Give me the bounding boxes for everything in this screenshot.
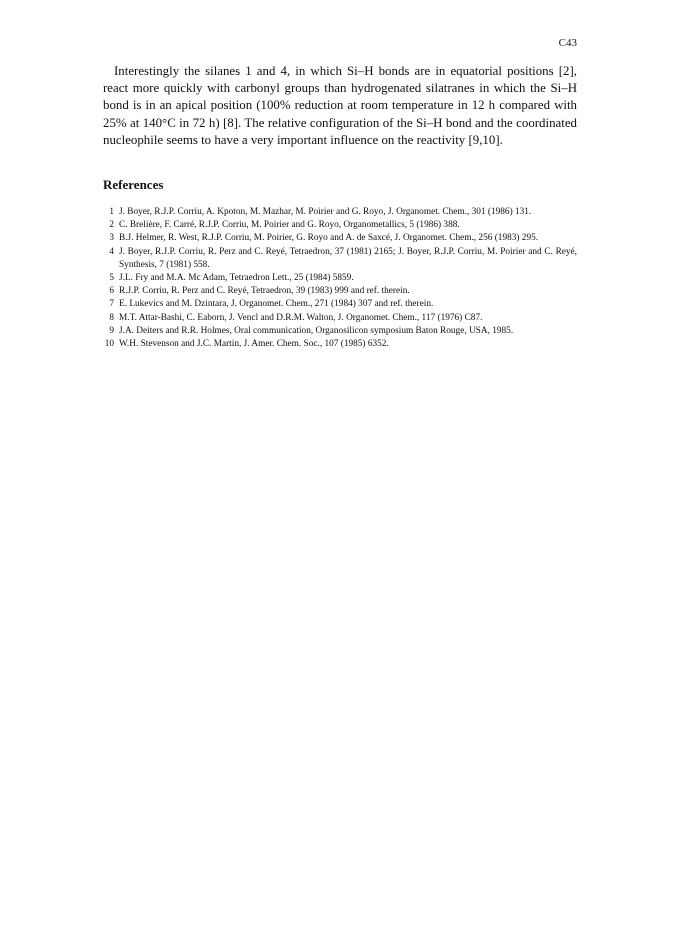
reference-text: W.H. Stevenson and J.C. Martin, J. Amer. Chem. Soc., 107 (1985) 6352.	[119, 339, 389, 350]
reference-number: 2	[109, 220, 114, 231]
references-heading: References	[103, 177, 164, 192]
reference-number: 6	[109, 286, 114, 297]
reference-item	[103, 312, 577, 325]
reference-number: 3	[109, 233, 114, 244]
reference-item	[103, 272, 577, 285]
reference-text: J.A. Deiters and R.R. Holmes, Oral communication, Organosilicon symposium Baton Rouge, USA, 1985.	[119, 325, 514, 336]
reference-text: J. Boyer, R.J.P. Corriu, A. Kpoton, M. Mazhar, M. Poirier and G. Royo, J. Organomet. Chem., 301 (1986) 131.	[119, 207, 532, 217]
reference-text: J.L. Fry and M.A. Mc Adam, Tetraedron Lett., 25 (1984) 5859.	[119, 273, 354, 284]
reference-number: 7	[109, 299, 114, 310]
reference-item	[103, 246, 577, 272]
reference-number: 5	[109, 273, 114, 284]
page-number: C43	[558, 37, 577, 49]
reference-number: 9	[109, 325, 114, 336]
reference-text: C. Brelière, F. Carré, R.J.P. Corriu, M. Poirier and G. Royo, Organometallics, 5 (1986) 388.	[119, 220, 460, 231]
reference-item	[103, 206, 577, 219]
reference-item	[103, 232, 577, 245]
reference-text: E. Lukevics and M. Dzintara, J. Organomet. Chem., 271 (1984) 307 and ref. therein.	[119, 299, 434, 310]
reference-number: 4	[109, 246, 114, 257]
reference-number: 1	[109, 207, 114, 217]
reference-text: R.J.P. Corriu, R. Perz and C. Reyé, Tetraedron, 39 (1983) 999 and ref. therein.	[119, 286, 410, 297]
body-paragraph: Interestingly the silanes 1 and 4, in which Si–H bonds are in equatorial positions [2], react more quickly with carbonyl groups than hydrogenated silatranes in which the Si–H bond is in an apical position (100% reduction at room temperature in 12 h compared with 25% at 140°C in 72 h) [8]. The relative configuration of the Si–H bond and the coordinated nucleophile seems to have a very important influence on the reactivity [9,10].	[103, 64, 577, 147]
reference-item	[103, 219, 577, 232]
reference-text: B.J. Helmer, R. West, R.J.P. Corriu, M. Poirier, G. Royo and A. de Saxcé, J. Organomet. Chem., 256 (1983) 295.	[119, 233, 539, 244]
reference-number: 10	[104, 339, 114, 350]
reference-number: 8	[109, 312, 114, 323]
reference-item	[103, 298, 577, 311]
references-list	[103, 206, 577, 351]
reference-item	[103, 325, 577, 338]
reference-text: J. Boyer, R.J.P. Corriu, R. Perz and C. Reyé, Tetraedron, 37 (1981) 2165; J. Boyer, R.J.P. Corriu, M. Poirier and C. Reyé, Synthesis, 7 (1981) 558.	[119, 246, 577, 270]
reference-text: M.T. Attar-Bashi, C. Eaborn, J. Vencl and D.R.M. Walton, J. Organomet. Chem., 117 (1976) C87.	[119, 312, 483, 323]
reference-item	[103, 285, 577, 298]
reference-item	[103, 338, 577, 351]
